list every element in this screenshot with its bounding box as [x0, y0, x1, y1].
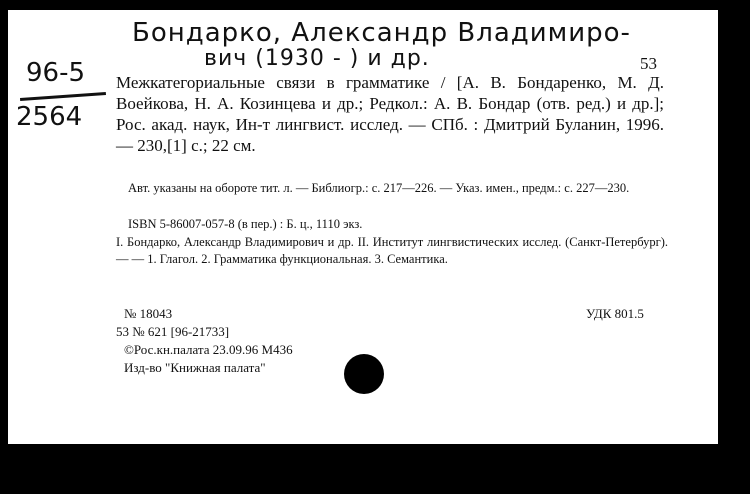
handwritten-author-heading: Бондарко, Александр Владимиро-: [132, 18, 631, 48]
udk-code: УДК 801.5: [586, 306, 644, 321]
isbn-line: ISBN 5-86007-057-8 (в пер.) : Б. ц., 1110 экз.: [128, 217, 363, 231]
shelf-number: 53: [640, 54, 657, 73]
main-bibliographic-entry: Межкатегориальные связи в грамматике / [А. В. Бондаренко, М. Д. Воейкова, Н. А. Козинцева и др.; Редкол.: А. В. Бондар (отв. ред.) и др.]; Рос. акад. наук, Ин-т лингвист. исслед. — СПб. : Дмитрий Буланин, 1996. — 230,[1] с.; 22 см.: [116, 73, 664, 155]
publisher-line: Изд-во "Книжная палата": [124, 360, 266, 375]
subject-tracings: I. Бондарко, Александр Владимирович и др. II. Институт лингвистических исслед. (Санкт-Петербург). — — 1. Глагол. 2. Грамматика функциональная. 3. Семантика.: [116, 235, 668, 266]
call-number-bottom: 2564: [16, 102, 83, 132]
record-number: № 18043: [124, 306, 173, 321]
order-number: 53 № 621 [96-21733]: [116, 324, 230, 339]
handwritten-author-continuation: вич (1930 - ) и др.: [204, 46, 430, 71]
chamber-stamp: ©Рос.кн.палата 23.09.96 М436: [124, 342, 293, 357]
call-number-top: 96-5: [26, 58, 86, 88]
catalog-card: [8, 10, 718, 444]
call-number-divider: [20, 92, 106, 101]
punch-hole: [344, 354, 384, 394]
notes-line: Авт. указаны на обороте тит. л. — Библиогр.: с. 217—226. — Указ. имен., предм.: с. 227—230.: [128, 181, 630, 195]
